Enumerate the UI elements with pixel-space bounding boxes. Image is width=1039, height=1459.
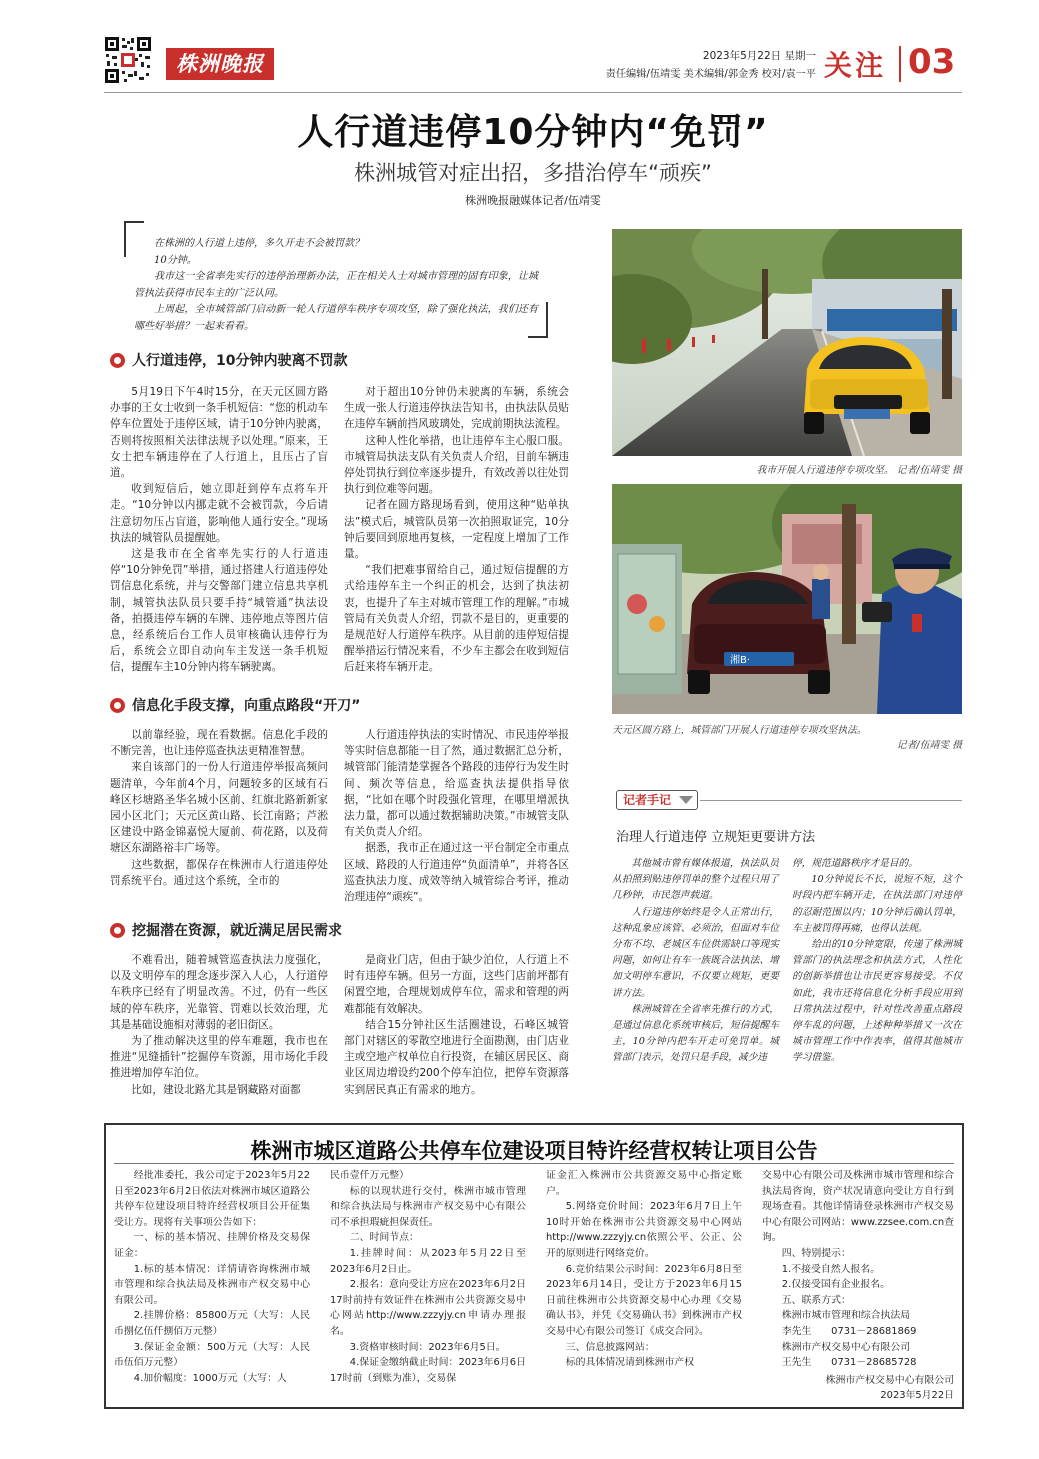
paragraph: 其他城市曾有媒体报道，执法队员从拍照到贴违停罚单的整个过程只用了几秒钟，市民怨声载道。 bbox=[612, 858, 779, 902]
announcement-paragraph: 交易中心有限公司及株洲市城市管理和综合执法局咨询，资产状况请意向受让方自行到现场查看。其他详情请登录株洲市产权交易中心有限公司网站：www.zzsee.com.cn查询。 bbox=[762, 1170, 954, 1244]
announcement-paragraph: 1.不接受自然人报名。 bbox=[781, 1263, 881, 1275]
issue-date: 2023年5月22日 星期一 bbox=[702, 50, 816, 62]
section-heading-1 bbox=[110, 350, 347, 370]
photo-yellow-car bbox=[612, 229, 962, 456]
announcement-col3 bbox=[546, 1168, 742, 1371]
photo2-caption: 天元区圆方路上，城管部门开展人行道违停专项攻坚执法。 bbox=[612, 725, 867, 736]
section-heading-3 bbox=[110, 920, 342, 940]
byline: 株洲晚报融媒体记者/伍靖雯 bbox=[465, 194, 601, 207]
notes-title: 治理人行道违停 立规矩更要讲方法 bbox=[616, 830, 816, 845]
announcement-col1 bbox=[114, 1168, 310, 1386]
announcement-paragraph: 二、时间节点： bbox=[349, 1232, 419, 1244]
paragraph: 结合15分钟社区生活圈建设，石峰区城管部门对辖区的零散空地进行全面勘测，由门店业主或空地产权单位自行投资，在辅区居民区、商业区周边增设约200个停车泊位，把停车资源落实到居民真正有需求的地方。 bbox=[344, 1018, 569, 1096]
section-divider bbox=[899, 46, 901, 82]
photo2-credit: 记者/伍靖雯 摄 bbox=[896, 740, 962, 751]
announcement-title: 株洲市城区道路公共停车位建设项目特许经营权转让项目公告 bbox=[250, 1139, 818, 1163]
editor-credits: 责任编辑/伍靖雯 美术编辑/郭金秀 校对/袁一平 bbox=[605, 69, 816, 80]
announcement-paragraph: 一、标的基本情况、挂牌价格及交易保证金： bbox=[114, 1232, 310, 1259]
announcement-paragraph: 标的具体情况请到株洲市产权 bbox=[565, 1357, 695, 1369]
announcement-paragraph: 四、特别提示： bbox=[781, 1247, 851, 1259]
announcement-paragraph: 株洲市产权交易中心有限公司 bbox=[781, 1341, 911, 1353]
announcement-paragraph: 2.报名：意向受让方应在2023年6月2日17时前持有效证件在株洲市公共资源交易中心网站http://www.zzzyjy.cn申请办理报名。 bbox=[330, 1279, 526, 1337]
announcement-paragraph: 2.挂牌价格：85800万元（大写：人民币捌亿伍仟捌佰万元整） bbox=[114, 1310, 310, 1337]
section-heading-2-text: 信息化手段支撑，向重点路段“开刀” bbox=[132, 698, 361, 714]
photo-enforcement bbox=[612, 484, 962, 714]
announcement-paragraph: 李先生 0731－28681869 bbox=[781, 1325, 917, 1337]
paragraph: 比如，建设北路尤其是钢藏路对面都 bbox=[131, 1083, 301, 1096]
paragraph: 这是我市在全省率先实行的人行道违停“10分钟免罚”举措，通过搭建人行道违停处罚信息化系统，并与交警部门建立信息共享机制，城管执法队员只要手持“城管通”执法设备，拍摄违停车辆的车牌、违停地点等图片信息，经系统后台工作人员审核确认违停行为后，系统会立即自动向车主发送一条手机短信，提醒车主10分钟内将车辆驶离。 bbox=[110, 548, 328, 674]
paragraph: 记者在圆方路现场看到，使用这种“贴单执法”模式后，城管队员第一次拍照取证完，10分钟后要回到原地再复核，一定程度上增加了工作量。 bbox=[344, 499, 569, 561]
announcement-col4 bbox=[762, 1168, 954, 1371]
announcement-paragraph: 株洲市城市管理和综合执法局 bbox=[781, 1310, 911, 1322]
page-number: 03 bbox=[908, 42, 956, 82]
section-heading-2 bbox=[110, 695, 360, 715]
paragraph: 来自该部门的一份人行道违停举报高频问题清单，今年前4个月，问题较多的区域有石峰区杉塘路圣华名城小区前、红旗北路新新家园小区北门；天元区黄山路、长江南路；芦淞区建设中路金锦嘉悦大厦前、荷花路，以及荷塘区东湖路裕丰广场等。 bbox=[110, 761, 328, 855]
license-plate-text: 湘B· bbox=[730, 655, 751, 666]
paragraph: 不难看出，随着城管巡查执法力度强化，以及文明停车的理念逐步深入人心，人行道停车秩序已经有了明显改善。不过，仍有一些区域的停车秩序，光靠管、罚难以长效治理，尤其是基础设施相对薄弱的老旧街区。 bbox=[110, 954, 328, 1031]
announcement-paragraph: 1.标的基本情况：详情请咨询株洲市城市管理和综合执法局及株洲市产权交易中心有限公司。 bbox=[114, 1263, 310, 1306]
paragraph: 对于超出10分钟仍未驶离的车辆，系统会生成一张人行道违停执法告知书，由执法队员贴在违停车辆前挡风玻璃处，完成前期执法流程。 bbox=[344, 386, 569, 431]
paragraph: 人行道违停执法的实时情况、市民违停举报等实时信息都能一目了然，通过数据汇总分析，城管部门能清楚掌握各个路段的违停行为发生时间、频次等信息，给巡查执法提供指导依据，“比如在哪个时段强化管理，在哪里增派执法力量，都可以通过数据辅助决策。”市城管支队有关负责人介绍。 bbox=[344, 729, 569, 839]
s3-col1 bbox=[110, 952, 328, 1098]
paragraph: 10分钟说长不长，说短不短，这个时段内把车辆开走，在执法部门对违停的忍耐范围以内；10分钟后确认罚单，车主被罚得再痛，也得认法规。 bbox=[792, 874, 962, 934]
paragraph: 给出的10分钟宽限，传递了株洲城管部门的执法理念和执法方式，人性化的创新举措也让市民更容易接受。不仅如此，我市还将信息化分析手段应用到日常执法过程中，针对性改善重点路段停车乱的问题，上述种种举措又一次在城市管理工作中作表率，值得其他城市学习借鉴。 bbox=[792, 939, 962, 1064]
section-heading-3-text: 挖掘潜在资源，就近满足居民需求 bbox=[132, 923, 342, 939]
lede-paragraph: 上周起，全市城管部门启动新一轮人行道停车秩序专项攻坚，除了强化执法，我们还有哪些好举措？一起来看看。 bbox=[134, 304, 538, 332]
announcement-paragraph: 五、联系方式： bbox=[781, 1294, 851, 1306]
paragraph: 收到短信后，她立即赶到停车点将车开走。“10分钟以内挪走就不会被罚款，今后请注意切勿压占盲道，影响他人通行安全。”现场执法的城管队员提醒她。 bbox=[110, 483, 328, 544]
paragraph: 5月19日下午4时15分，在天元区圆方路办事的王女士收到一条手机短信：“您的机动车停车位置处于违停区域，请于10分钟内驶离，否则将按照相关法律法规予以处理。”原来，王女士把车辆违停在了人行道上，且压占了盲道。 bbox=[110, 386, 328, 480]
paragraph: 以前靠经验，现在看数据。信息化手段的不断完善，也让违停巡查执法更精准智慧。 bbox=[110, 729, 328, 758]
paragraph: 这种人性化举措，也让违停车主心服口服。市城管局执法支队有关负责人介绍，目前车辆违停处罚执行到位率逐步提升，有效改善以往处罚执行到位难等问题。 bbox=[344, 434, 569, 496]
section-heading-1-text: 人行道违停，10分钟内驶离不罚款 bbox=[132, 353, 348, 369]
announcement-paragraph: 证金汇入株洲市公共资源交易中心指定账户。 bbox=[546, 1170, 742, 1197]
announcement-paragraph: 王先生 0731－28685728 bbox=[781, 1357, 917, 1369]
paragraph: “我们把难事留给自己，通过短信提醒的方式给违停车主一个纠正的机会，达到了执法初衷，也提升了车主对城市管理工作的理解。”市城管局有关负责人介绍，罚款不是目的，更重要的是规范好人行道停车秩序。从目前的违停短信提醒举措运行情况来看，不少车主都会在收到短信后赶来将车辆开走。 bbox=[344, 564, 569, 674]
notes-tag bbox=[616, 790, 698, 810]
s2-col1 bbox=[110, 727, 328, 889]
announcement-paragraph: 5.网络竞价时间：2023年6月7日上午10时开始在株洲市公共资源交易中心网站http://www.zzzyjy.cn依照公平、公正、公开的原则进行网络竞价。 bbox=[546, 1201, 742, 1259]
chevron-down-icon bbox=[679, 796, 693, 804]
announcement-rule bbox=[114, 1163, 954, 1164]
announcement-paragraph: 4.保证金缴纳截止时间：2023年6月6日17时前（到账为准），交易保 bbox=[330, 1357, 526, 1384]
announcement-date: 2023年5月22日 bbox=[880, 1390, 954, 1401]
paragraph: 据悉，我市正在通过这一平台制定全市重点区域、路段的人行道违停“负面清单”，并将各区巡查执法力度、成效等纳入城管综合考评，推动治理违停“顽疾”。 bbox=[344, 842, 569, 904]
announcement-paragraph: 2.仅接受国有企业报名。 bbox=[781, 1279, 890, 1291]
paragraph: 株洲城管在全省率先推行的方式，是通过信息化系统审核后，短信提醒车主，10分钟内把车开走可免罚单。城管部门表示，处罚只是手段，减少违 bbox=[612, 1003, 779, 1064]
announcement-paragraph: 1.挂牌时间：从2023年5月22日至2023年6月2日止。 bbox=[330, 1247, 526, 1275]
qr-code bbox=[104, 36, 152, 84]
lede-text bbox=[134, 236, 538, 335]
announcement-paragraph: 经批准委托，我公司定于2023年5月22日至2023年6月2日依法对株洲市城区道路公共停车位建设项目特许经营权项目公开征集受让方。现将有关事项公告如下： bbox=[114, 1170, 310, 1228]
paragraph: 这些数据，都保存在株洲市人行道违停处罚系统平台。通过这个系统，全市的 bbox=[110, 858, 328, 887]
section-name: 关注 bbox=[824, 49, 887, 82]
announcement-paragraph: 三、信息披露网站： bbox=[565, 1341, 655, 1353]
announcement-col2 bbox=[330, 1168, 526, 1386]
headline: 人行道违停10分钟内“免罚” bbox=[297, 112, 769, 153]
bullet-icon bbox=[110, 698, 125, 713]
paragraph: 为了推动解决这里的停车难题，我市也在推进“见缝插针”挖掘停车资源，用市场化手段推进增加停车泊位。 bbox=[110, 1035, 328, 1080]
s1-col1 bbox=[110, 384, 328, 676]
newspaper-logo: 株洲晚报 bbox=[166, 48, 274, 80]
bullet-icon bbox=[110, 923, 125, 938]
announcement-paragraph: 3.资格审核时间：2023年6月5日。 bbox=[349, 1341, 506, 1353]
lede-paragraph: 10分钟。 bbox=[154, 254, 197, 266]
announcement-paragraph: 民币壹仟万元整） bbox=[330, 1170, 410, 1181]
bullet-icon bbox=[110, 353, 125, 368]
notes-rule bbox=[700, 800, 962, 801]
masthead-rule bbox=[104, 92, 962, 93]
notes-tag-text: 记者手记 bbox=[623, 793, 672, 807]
s1-col2 bbox=[344, 384, 569, 676]
announcement-paragraph: 4.加价幅度：1000万元（大写：人 bbox=[133, 1372, 287, 1384]
photo1-caption: 我市开展人行道违停专项攻坚。 记者/伍靖雯 摄 bbox=[756, 465, 962, 476]
s2-col2 bbox=[344, 727, 569, 905]
announcement-signer: 株洲市产权交易中心有限公司 bbox=[825, 1375, 954, 1386]
s3-col2 bbox=[344, 952, 569, 1098]
lede-paragraph: 我市这一全省率先实行的违停治理新办法，正在相关人士对城市管理的固有印象，让城管执法获得市民车主的广泛认同。 bbox=[134, 271, 538, 299]
lede-paragraph: 在株洲的人行道上违停，多久开走不会被罚款？ bbox=[154, 238, 364, 249]
paragraph: 停，规范道路秩序才是目的。 bbox=[792, 858, 918, 869]
announcement-paragraph: 6.竞价结果公示时间：2023年6月8日至2023年6月14日，受让方于2023年6月15日前往株洲市公共资源交易中心办理《交易确认书》，并凭《交易确认书》到株洲市产权交易中心有限公司签订《成交合同》。 bbox=[546, 1263, 742, 1337]
notes-col1 bbox=[612, 856, 779, 1067]
paragraph: 是商业门店，但由于缺少泊位，人行道上不时有违停车辆。但另一方面，这些门店前坪都有闲置空地，合理规划成停车位，需求和管理的两难都能有效解决。 bbox=[344, 954, 569, 1015]
announcement-paragraph: 3.保证金金额：500万元（大写：人民币伍佰万元整） bbox=[114, 1341, 310, 1369]
notes-col2 bbox=[792, 856, 962, 1067]
paragraph: 人行道违停始终是令人正常出行，这种乱象应该管、必须治，但面对车位分布不均、老城区车位供需缺口等现实问题，如何让有车一族既合法执法、增加文明停车意识，不仅要立规矩，更要讲方法。 bbox=[612, 906, 779, 999]
announcement-paragraph: 标的以现状进行交付，株洲市城市管理和综合执法局与株洲市产权交易中心有限公司不承担瑕疵担保责任。 bbox=[330, 1185, 526, 1228]
subheadline: 株洲城管对症出招，多措治停车“顽疾” bbox=[354, 161, 712, 185]
